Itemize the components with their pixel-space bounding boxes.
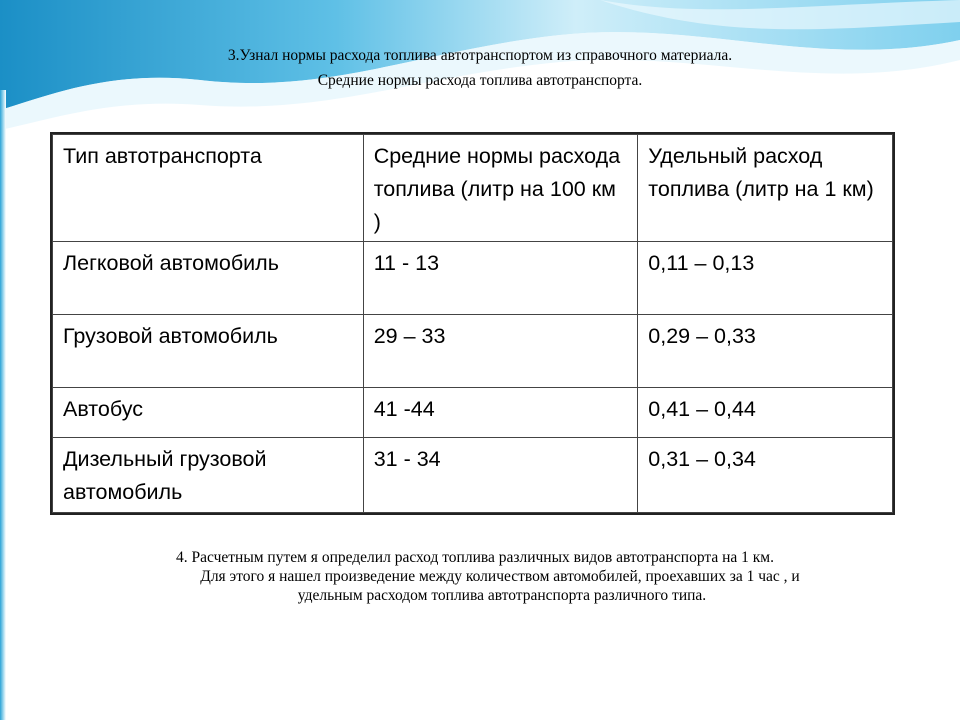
table-cell: 0,11 – 0,13 <box>638 242 893 315</box>
header-cell-specific-consumption: Удельный расход топлива (литр на 1 км) <box>638 135 893 242</box>
header-cell-vehicle-type: Тип автотранспорта <box>53 135 364 242</box>
table-row <box>53 315 893 388</box>
fuel-consumption-table <box>52 134 893 513</box>
table-row <box>53 438 893 513</box>
table-cell: 0,41 – 0,44 <box>638 388 893 438</box>
table-cell: 0,31 – 0,34 <box>638 438 893 513</box>
table-cell: Дизельный грузовой автомобиль <box>53 438 364 513</box>
table-cell: 11 - 13 <box>363 242 638 315</box>
table-cell: Легковой автомобиль <box>53 242 364 315</box>
paragraph-line-3: удельным расходом топлива автотранспорта различного типа. <box>297 587 707 604</box>
table-cell: Грузовой автомобиль <box>53 315 364 388</box>
left-edge-decoration <box>0 90 6 720</box>
table-cell: Автобус <box>53 388 364 438</box>
table-row <box>53 388 893 438</box>
heading-line-2: Средние нормы расхода топлива автотранспорта. <box>317 72 643 89</box>
table-cell: 31 - 34 <box>363 438 638 513</box>
header-cell-average-norm: Средние нормы расхода топлива (литр на 100 км ) <box>363 135 638 242</box>
heading-line-1: 3.Узнал нормы расхода топлива автотранспортом из справочного материала. <box>227 47 733 64</box>
paragraph-line-1: 4. Расчетным путем я определил расход топлива различных видов автотранспорта на 1 км. <box>176 549 774 566</box>
paragraph-line-2: Для этого я нашел произведение между количеством автомобилей, проехавших за 1 час , и <box>200 568 800 585</box>
table-header-row <box>53 135 893 242</box>
table-cell: 29 – 33 <box>363 315 638 388</box>
table-row <box>53 242 893 315</box>
table-cell: 0,29 – 0,33 <box>638 315 893 388</box>
table-cell: 41 -44 <box>363 388 638 438</box>
